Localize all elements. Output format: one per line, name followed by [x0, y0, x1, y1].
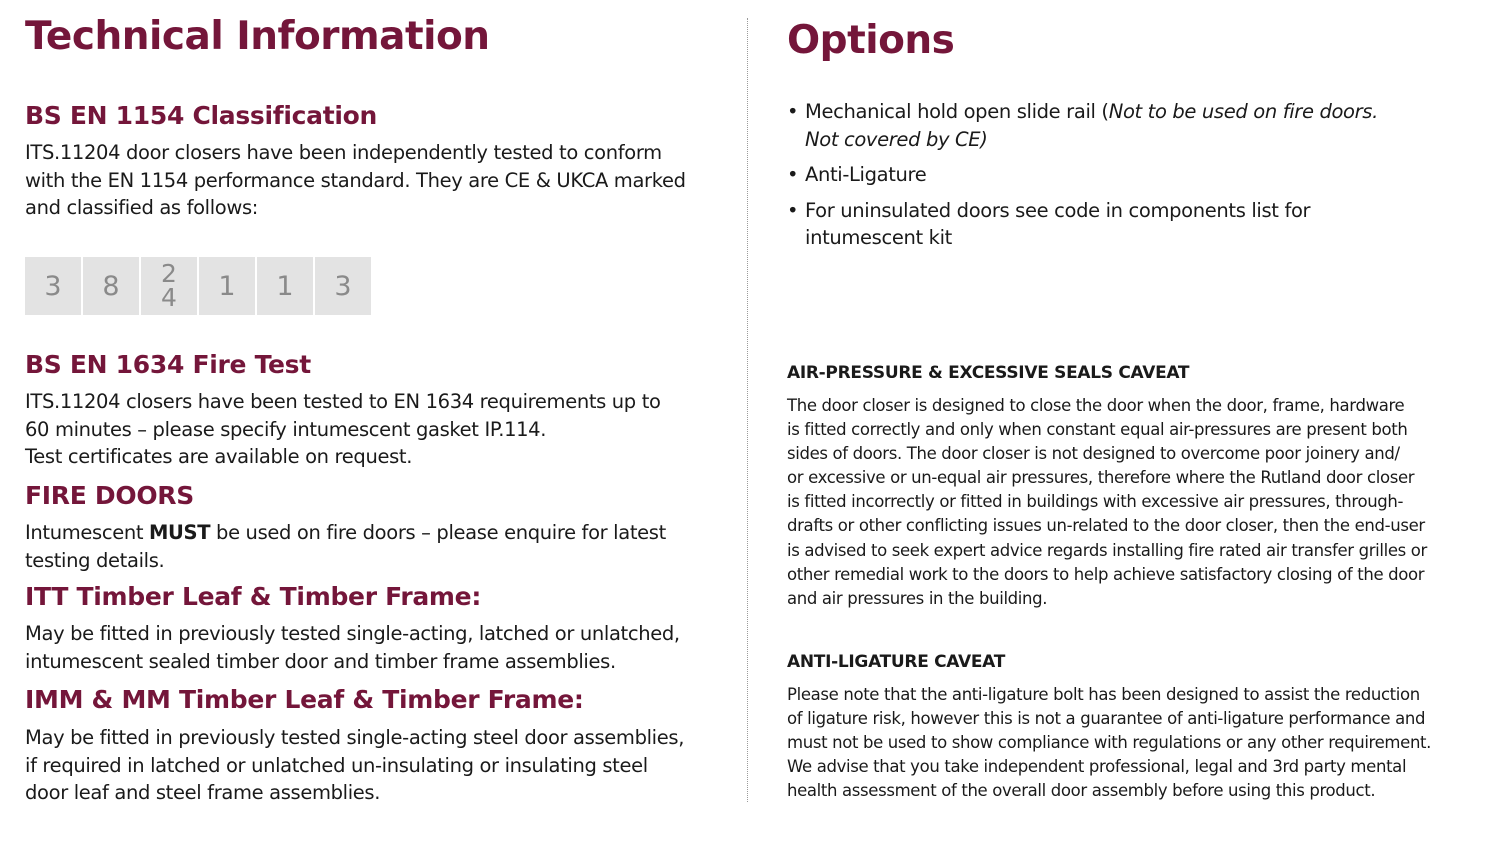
option-line: For uninsulated doors see code in components list for [805, 198, 1311, 222]
itt-line: intumescent sealed timber door and timber frame assemblies. [25, 649, 616, 673]
classification-box-3-top: 2 [161, 259, 177, 288]
classification-box-3 [141, 257, 197, 315]
air-caveat-line: The door closer is designed to close the door when the door, frame, hardware [787, 396, 1405, 415]
fire-test-line: 60 minutes – please specify intumescent gasket IP.114. [25, 417, 547, 441]
classification-line: ITS.11204 door closers have been independently tested to conform [25, 141, 662, 164]
ligature-caveat-line: must not be used to show compliance with regulations or any other requirement. [787, 733, 1432, 753]
imm-line: door leaf and steel frame assemblies. [25, 781, 381, 804]
option-item-anti-ligature [787, 161, 1378, 189]
classification-box-1: 3 [25, 257, 81, 315]
air-caveat-line: sides of doors. The door closer is not designed to overcome poor joinery and/ [787, 444, 1400, 464]
classification-box-6: 3 [315, 257, 371, 315]
slide-rail-note-2: Not covered by CE) [805, 127, 988, 151]
imm-text [25, 724, 684, 807]
fire-doors-text-before: Intumescent [25, 521, 149, 544]
imm-line: if required in latched or unlatched un-insulating or insulating steel [25, 753, 648, 777]
itt-line: May be fitted in previously tested single-acting, latched or unlatched, [25, 622, 680, 645]
air-pressure-caveat-heading: AIR-PRESSURE & EXCESSIVE SEALS CAVEAT [787, 363, 1190, 383]
anti-ligature-caveat-text [787, 683, 1431, 803]
air-caveat-line: other remedial work to the doors to help achieve satisfactory closing of the door [787, 564, 1425, 584]
air-pressure-caveat-text [787, 394, 1427, 611]
option-line [805, 126, 1378, 154]
itt-text [25, 620, 680, 675]
air-caveat-line: is advised to seek expert advice regards installing fire rated air transfer grilles or [787, 540, 1427, 560]
fire-doors-must: MUST [149, 521, 211, 544]
ligature-caveat-line: Please note that the anti-ligature bolt has been designed to assist the reduction [787, 685, 1420, 704]
fire-doors-line: testing details. [25, 548, 165, 572]
options-list [787, 98, 1378, 260]
air-caveat-line: is fitted correctly and only when constant equal air-pressures are present both [787, 420, 1408, 440]
ligature-caveat-line: We advise that you take independent professional, legal and 3rd party mental [787, 757, 1407, 777]
fire-test-heading: BS EN 1634 Fire Test [25, 350, 311, 379]
option-line: intumescent kit [805, 226, 952, 249]
classification-text [25, 139, 686, 222]
technical-information-title: Technical Information [25, 14, 490, 59]
ligature-caveat-line: of ligature risk, however this is not a guarantee of anti-ligature performance and [787, 709, 1426, 729]
classification-box-5: 1 [257, 257, 313, 315]
option-item-slide-rail [787, 98, 1378, 153]
column-divider [747, 18, 748, 802]
air-caveat-line: drafts or other conflicting issues un-related to the door closer, then the end-user [787, 516, 1425, 536]
imm-heading: IMM & MM Timber Leaf & Timber Frame: [25, 685, 584, 714]
classification-box-4: 1 [199, 257, 255, 315]
bullet-dot: • [787, 163, 799, 186]
option-item-intumescent-kit [787, 197, 1378, 252]
air-caveat-line: is fitted incorrectly or fitted in buildings with excessive air pressures, through- [787, 492, 1404, 512]
imm-line: May be fitted in previously tested single-acting steel door assemblies, [25, 726, 685, 749]
fire-test-line: Test certificates are available on request. [25, 445, 413, 468]
classification-code-boxes [25, 257, 371, 315]
slide-rail-text: Mechanical hold open slide rail ( [805, 100, 1109, 123]
fire-test-line: ITS.11204 closers have been tested to EN 1634 requirements up to [25, 390, 661, 413]
classification-line: and classified as follows: [25, 196, 259, 219]
fire-test-text [25, 388, 661, 471]
classification-box-3-bottom: 4 [161, 283, 177, 312]
classification-line: with the EN 1154 performance standard. They are CE & UKCA marked [25, 168, 686, 192]
bullet-dot: • [787, 198, 799, 222]
air-caveat-line: or excessive or un-equal air pressures, therefore where the Rutland door closer [787, 468, 1415, 488]
slide-rail-note: Not to be used on fire doors. [1108, 100, 1378, 123]
fire-doors-text-after: be used on fire doors – please enquire for latest [210, 521, 666, 544]
fire-doors-line [25, 519, 666, 547]
option-line: Anti-Ligature [805, 163, 927, 186]
bullet-dot: • [787, 100, 799, 123]
air-caveat-line: and air pressures in the building. [787, 588, 1048, 608]
fire-doors-heading: FIRE DOORS [25, 481, 194, 510]
classification-box-2: 8 [83, 257, 139, 315]
itt-heading: ITT Timber Leaf & Timber Frame: [25, 582, 482, 611]
anti-ligature-caveat-heading: ANTI-LIGATURE CAVEAT [787, 652, 1006, 672]
option-line [805, 98, 1378, 126]
ligature-caveat-line: health assessment of the overall door assembly before using this product. [787, 781, 1376, 801]
classification-heading: BS EN 1154 Classification [25, 101, 377, 130]
options-title: Options [787, 18, 955, 63]
fire-doors-text [25, 519, 666, 574]
